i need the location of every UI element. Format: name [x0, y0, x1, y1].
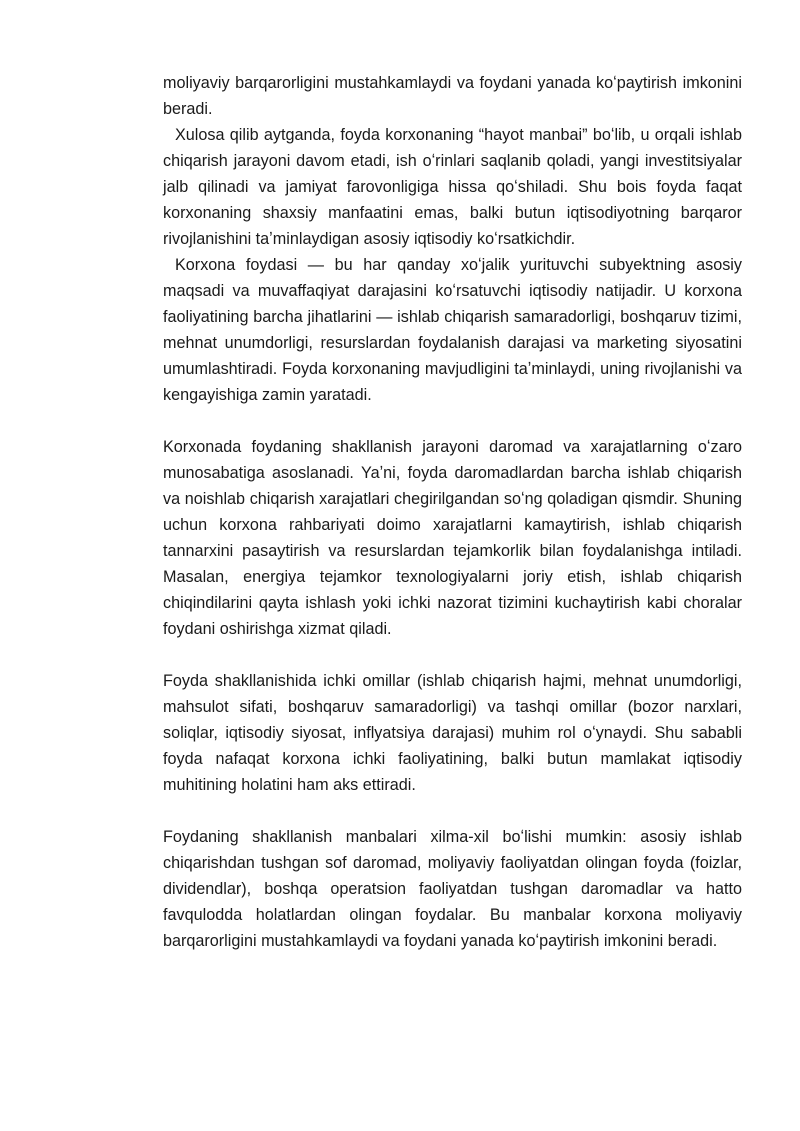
paragraph-profit-definition: Korxona foydasi — bu har qanday xoʻjalik yurituvchi subyektning asosiy maqsadi va muvaffaqiyat darajasini koʻrsatuvchi iqtisodiy natijadir. U korxona faoliyatining barcha jihatlarini — ishlab chiqarish samaradorligi, boshqaruv tizimi, mehnat unumdorligi, resurslardan foydalanish darajasi va marketing siyosatini umumlashtiradi. Foyda korxonaning mavjudligini taʼminlaydi, uning rivojlanishi va kengayishiga zamin yaratadi.	[163, 256, 742, 404]
paragraph-profit-sources: Foydaning shakllanish manbalari xilma-xil boʻlishi mumkin: asosiy ishlab chiqarishdan tushgan sof daromad, moliyaviy faoliyatdan olingan foyda (foizlar, dividendlar), boshqa operatsion faoliyatdan tushgan daromadlar va hatto favqulodda holatlardan olingan foydalar. Bu manbalar korxona moliyaviy barqarorligini mustahkamlaydi va foydani yanada koʻpaytirish imkonini beradi.	[163, 828, 742, 950]
paragraph-profit-factors: Foyda shakllanishida ichki omillar (ishlab chiqarish hajmi, mehnat unumdorligi, mahsulot sifati, boshqaruv samaradorligi) va tashqi omillar (bozor narxlari, soliqlar, iqtisodiy siyosat, inflyatsiya darajasi) muhim rol oʻynaydi. Shu sababli foyda nafaqat korxona ichki faoliyatining, balki butun mamlakat iqtisodiy muhitining holatini ham aks ettiradi.	[163, 672, 742, 794]
paragraph-conclusion: Xulosa qilib aytganda, foyda korxonaning “hayot manbai” boʻlib, u orqali ishlab chiqarish jarayoni davom etadi, ish oʻrinlari saqlanib qoladi, yangi investitsiyalar jalb qilinadi va jamiyat farovonligiga hissa qoʻshiladi. Shu bois foyda faqat korxonaning shaxsiy manfaatini emas, balki butun iqtisodiyotning barqaror rivojlanishini taʼminlaydigan asosiy iqtisodiy koʻrsatkichdir.	[163, 126, 742, 248]
paragraph-spacer	[163, 408, 742, 434]
paragraph-continuation: moliyaviy barqarorligini mustahkamlaydi va foydani yanada koʻpaytirish imkonini beradi.	[163, 74, 742, 118]
paragraph-profit-formation: Korxonada foydaning shakllanish jarayoni daromad va xarajatlarning oʻzaro munosabatiga asoslanadi. Yaʼni, foyda daromadlardan barcha ishlab chiqarish va noishlab chiqarish xarajatlari chegirilgandan soʻng qoladigan qismdir. Shuning uchun korxona rahbariyati doimo xarajatlarni kamaytirish, ishlab chiqarish tannarxini pasaytirish va resurslardan tejamkorlik bilan foydalanishga intiladi. Masalan, energiya tejamkor texnologiyalarni joriy etish, ishlab chiqarish chiqindilarini qayta ishlash yoki ichki nazorat tizimini kuchaytirish kabi choralar foydani oshirishga xizmat qiladi.	[163, 438, 742, 638]
paragraph-spacer	[163, 642, 742, 668]
paragraph-spacer	[163, 798, 742, 824]
document-page	[163, 70, 742, 954]
